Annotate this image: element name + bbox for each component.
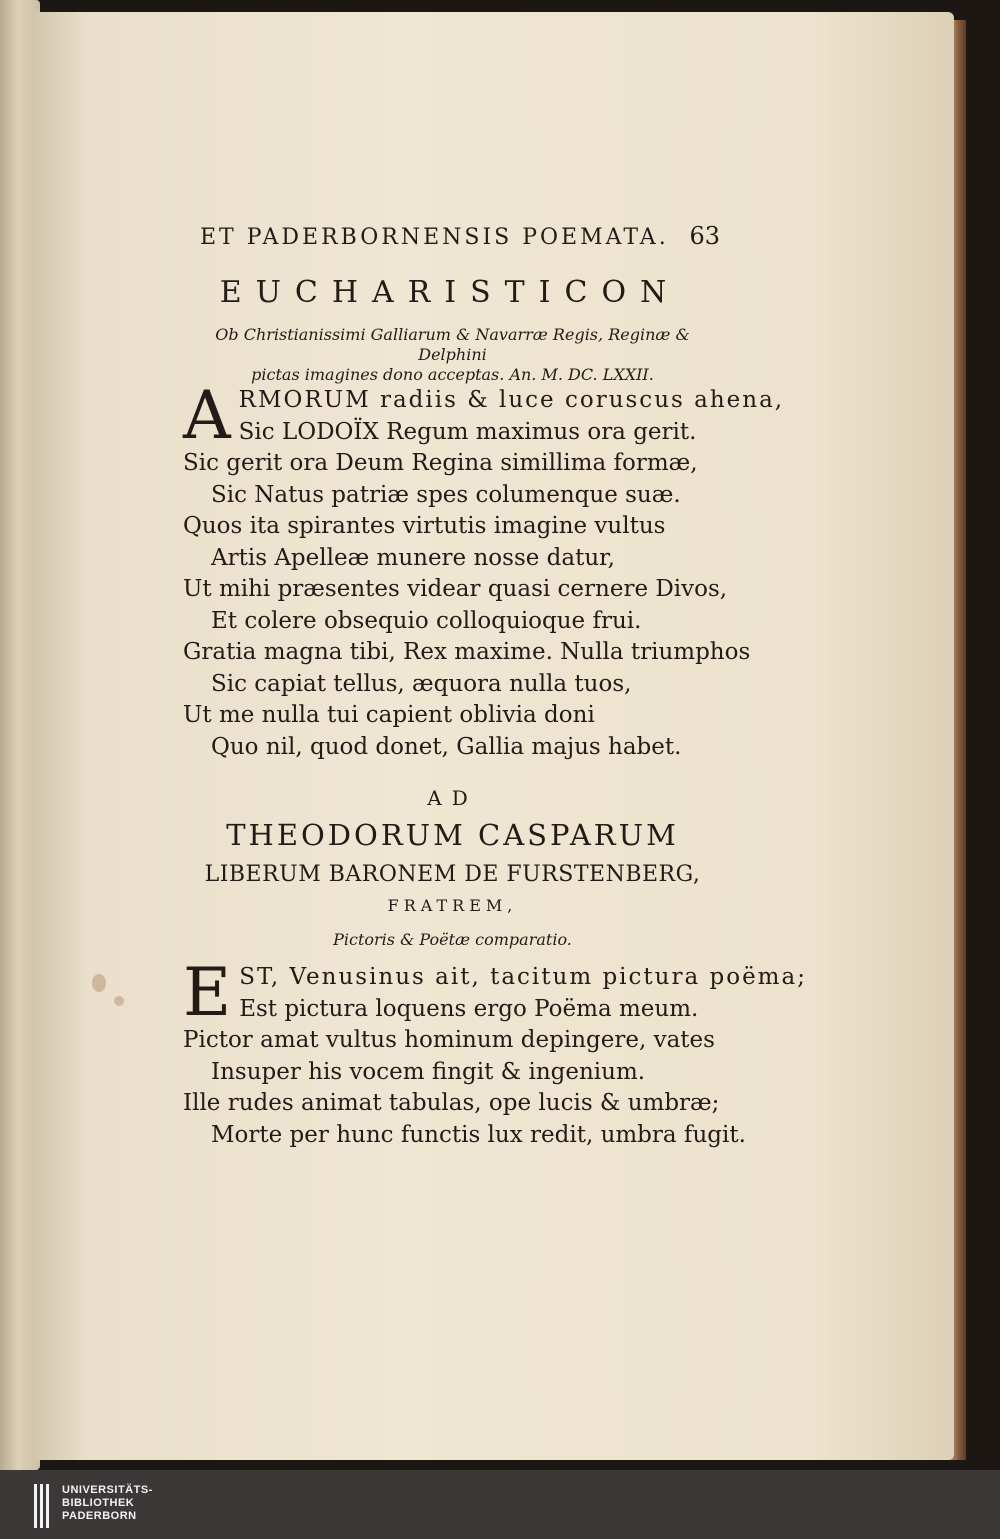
poem-line: Quos ita spirantes virtutis imagine vultus [183,513,666,539]
poem-line: Gratia magna tibi, Rex maxime. Nulla triumphos [183,639,751,665]
poem-comparatio [183,954,807,1151]
poem-line: Ut mihi præsentes videar quasi cernere Divos, [183,576,728,602]
poem-eucharisticon [183,377,785,763]
poem-line: RMORUM radiis & luce coruscus ahena, [238,387,785,413]
foxing-stain [114,996,124,1006]
poem-line: Sic capiat tellus, æquora nulla tuos, [211,670,632,697]
poem-line: Sic Natus patriæ spes columenque suæ. [211,481,681,508]
poem-subtitle-comparatio: Pictoris & Poëtæ comparatio. [333,930,572,949]
dedication-addressee: THEODORUM CASPARUM [226,818,679,852]
library-name-line: BIBLIOTHEK [62,1497,135,1509]
poem-line: Ut me nulla tui capient oblivia doni [183,702,595,728]
poem-line: Sic LODOÏX Regum maximus ora gerit. [238,418,697,445]
page-number: 63 [689,222,720,250]
poem-subtitle-line: pictas imagines dono acceptas. An. M. DC. LXXII. [251,365,654,384]
drop-cap: A [183,377,231,454]
poem-line: Pictor amat vultus hominum depingere, vates [183,1027,715,1053]
running-head-title: ET PADERBORNENSIS POEMATA. [200,225,669,250]
poem-line: Et colere obsequio colloquioque frui. [211,607,642,634]
poem-line: Ille rudes animat tabulas, ope lucis & umbræ; [183,1090,720,1116]
poem-line: Artis Apelleæ munere nosse datur, [211,544,615,571]
running-head [200,222,720,250]
library-logo-icon [34,1484,52,1528]
dedication-ad: AD [427,786,478,810]
drop-cap: E [183,954,232,1031]
poem-line: ST, Venusinus ait, tacitum pictura poëma; [239,964,807,990]
foxing-stain [92,974,106,992]
poem-subtitle-line: Ob Christianissimi Galliarum & Navarræ Regis, Reginæ & Delphini [215,325,690,364]
poem-line: Insuper his vocem fingit & ingenium. [211,1058,646,1085]
poem-line: Sic gerit ora Deum Regina simillima formæ, [183,450,698,476]
library-name-line: PADERBORN [62,1510,137,1522]
poem-subtitle [180,325,725,385]
poem-title-eucharisticon: EUCHARISTICON [219,275,681,310]
poem-line: Est pictura loquens ergo Poëma meum. [239,995,699,1022]
library-name-line: UNIVERSITÄTS- [62,1484,153,1496]
poem-line: Morte per hunc functis lux redit, umbra fugit. [211,1121,746,1148]
dedication-relation: FRATREM, [387,896,518,915]
dedication-title-line: LIBERUM BARONEM DE FURSTENBERG, [204,862,701,887]
poem-line: Quo nil, quod donet, Gallia majus habet. [211,733,682,760]
library-name [62,1484,153,1523]
library-footer-bar [0,1470,1000,1539]
